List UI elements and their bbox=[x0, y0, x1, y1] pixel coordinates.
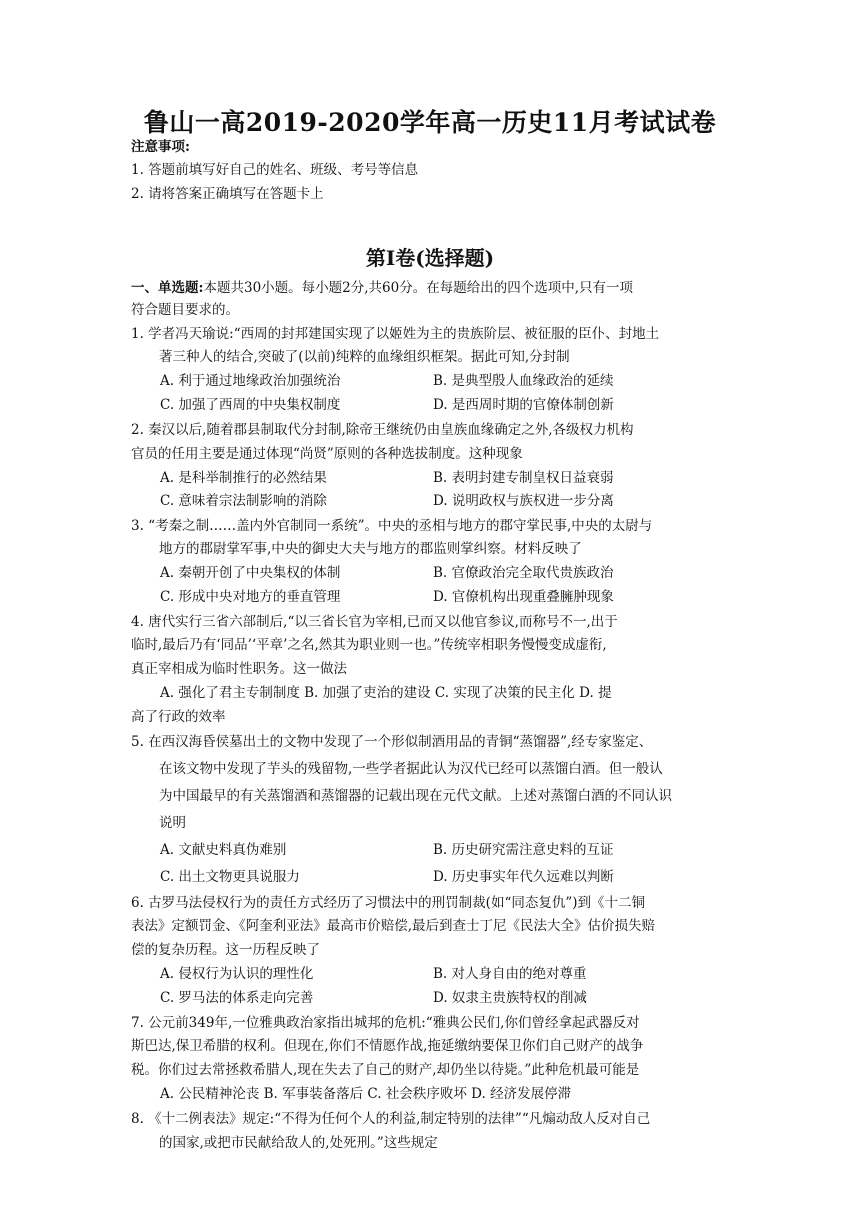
q6-option-c: C. 罗马法的体系走向完善 bbox=[160, 990, 314, 1006]
part-one-desc-2: 符合题目要求的。 bbox=[131, 302, 239, 318]
q2-line-2: 官员的任用主要是通过体现“尚贤”原则的各种选拔制度。这种现象 bbox=[131, 446, 523, 462]
q6-line-3: 偿的复杂历程。这一历程反映了 bbox=[131, 942, 320, 958]
q1-option-d: D. 是西周时期的官僚体制创新 bbox=[433, 397, 614, 413]
exam-title: 鲁山一高2019-2020学年高一历史11月考试试卷 bbox=[143, 108, 717, 137]
q2-option-b: B. 表明封建专制皇权日益衰弱 bbox=[433, 470, 614, 486]
q7-options: A. 公民精神沦丧 B. 军事装备落后 C. 社会秩序败坏 D. 经济发展停滞 bbox=[160, 1086, 572, 1102]
q1-option-c: C. 加强了西周的中央集权制度 bbox=[160, 397, 341, 413]
q3-option-b: B. 官僚政治完全取代贵族政治 bbox=[433, 565, 614, 581]
q2-option-c: C. 意味着宗法制影响的消除 bbox=[160, 493, 327, 509]
q4-line-1: 4. 唐代实行三省六部制后,“以三省长官为宰相,已而又以他官参议,而称号不一,出于 bbox=[131, 614, 618, 630]
q5-option-c: C. 出土文物更具说服力 bbox=[160, 869, 300, 885]
section-title: 第Ⅰ卷(选择题) bbox=[365, 246, 495, 270]
q5-line-4: 说明 bbox=[159, 815, 186, 831]
q7-line-1: 7. 公元前349年,一位雅典政治家指出城邦的危机:“雅典公民们,你们曾经拿起武器反对 bbox=[131, 1015, 640, 1031]
q6-option-b: B. 对人身自由的绝对尊重 bbox=[433, 966, 587, 982]
q8-line-1: 8. 《十二例表法》规定:“不得为任何个人的利益,制定特别的法律”“凡煽动敌人反对自己 bbox=[131, 1111, 651, 1127]
q3-option-d: D. 官僚机构出现重叠臃肿现象 bbox=[433, 589, 614, 605]
q7-line-2: 斯巴达,保卫希腊的权利。但现在,你们不情愿作战,拖延缴纳要保卫你们自己财产的战争 bbox=[131, 1038, 644, 1054]
q7-line-3: 税。你们过去常拯救希腊人,现在失去了自己的财产,却仍坐以待毙。”此种危机最可能是 bbox=[131, 1062, 640, 1078]
q5-option-b: B. 历史研究需注意史料的互证 bbox=[433, 842, 614, 858]
q8-line-2: 的国家,或把市民献给敌人的,处死刑。”这些规定 bbox=[159, 1135, 438, 1151]
q5-line-1: 5. 在西汉海昏侯墓出土的文物中发现了一个形似制酒用品的青铜“蒸馏器”,经专家鉴定、 bbox=[131, 734, 653, 750]
notice-heading: 注意事项: bbox=[131, 139, 190, 155]
q5-line-2: 在该文物中发现了芋头的残留物,一些学者据此认为汉代已经可以蒸馏白酒。但一般认 bbox=[159, 761, 663, 777]
q3-option-a: A. 秦朝开创了中央集权的体制 bbox=[160, 565, 341, 581]
q3-line-1: 3. “考秦之制……盖内外官制同一系统”。中央的丞相与地方的郡守掌民事,中央的太尉与 bbox=[131, 518, 653, 534]
q1-option-b: B. 是典型殷人血缘政治的延续 bbox=[433, 373, 614, 389]
q2-line-1: 2. 秦汉以后,随着郡县制取代分封制,除帝王继统仍由皇族血缘确定之外,各级权力机构 bbox=[131, 422, 634, 438]
q1-line-2: 著三种人的结合,突破了(以前)纯粹的血缘组织框架。据此可知,分封制 bbox=[159, 349, 570, 365]
q4-options-cont: 高了行政的效率 bbox=[131, 709, 226, 725]
q6-line-1: 6. 古罗马法侵权行为的责任方式经历了习惯法中的刑罚制裁(如“同态复仇”)到《十二铜 bbox=[131, 895, 646, 911]
q5-option-a: A. 文献史料真伪难别 bbox=[160, 842, 287, 858]
q4-line-3: 真正宰相成为临时性职务。这一做法 bbox=[131, 661, 347, 677]
q4-line-2: 临时,最后乃有‘同品’‘平章’之名,然其为职业则一也。”传统宰相职务慢慢变成虚衔, bbox=[131, 637, 607, 653]
q1-option-a: A. 利于通过地缘政治加强统治 bbox=[160, 373, 341, 389]
part-one-desc: 本题共30小题。每小题2分,共60分。在每题给出的四个选项中,只有一项 bbox=[203, 280, 634, 296]
q3-option-c: C. 形成中央对地方的垂直管理 bbox=[160, 589, 341, 605]
q2-option-d: D. 说明政权与族权进一步分离 bbox=[433, 493, 614, 509]
q3-line-2: 地方的郡尉掌军事,中央的御史大夫与地方的郡监则掌纠察。材料反映了 bbox=[159, 541, 582, 557]
q5-option-d: D. 历史事实年代久远难以判断 bbox=[433, 869, 614, 885]
q6-option-d: D. 奴隶主贵族特权的削减 bbox=[433, 990, 587, 1006]
notice-item-2: 2. 请将答案正确填写在答题卡上 bbox=[131, 186, 324, 202]
q5-line-3: 为中国最早的有关蒸馏酒和蒸馏器的记载出现在元代文献。上述对蒸馏白酒的不同认识 bbox=[159, 788, 672, 804]
part-one-intro bbox=[131, 280, 633, 297]
notice-item-1: 1. 答题前填写好自己的姓名、班级、考号等信息 bbox=[131, 162, 419, 178]
q4-options: A. 强化了君主专制制度 B. 加强了吏治的建设 C. 实现了决策的民主化 D. 提 bbox=[160, 685, 612, 701]
q6-option-a: A. 侵权行为认识的理性化 bbox=[160, 966, 314, 982]
q6-line-2: 表法》定额罚金、《阿奎利亚法》最高市价赔偿,最后到查士丁尼《民法大全》估价损失赔 bbox=[131, 918, 656, 934]
q1-line-1: 1. 学者冯天瑜说:“西周的封邦建国实现了以姬姓为主的贵族阶层、被征服的臣仆、封地土 bbox=[131, 326, 660, 342]
part-one-label: 一、单选题: bbox=[131, 280, 204, 296]
q2-option-a: A. 是科举制推行的必然结果 bbox=[160, 470, 327, 486]
